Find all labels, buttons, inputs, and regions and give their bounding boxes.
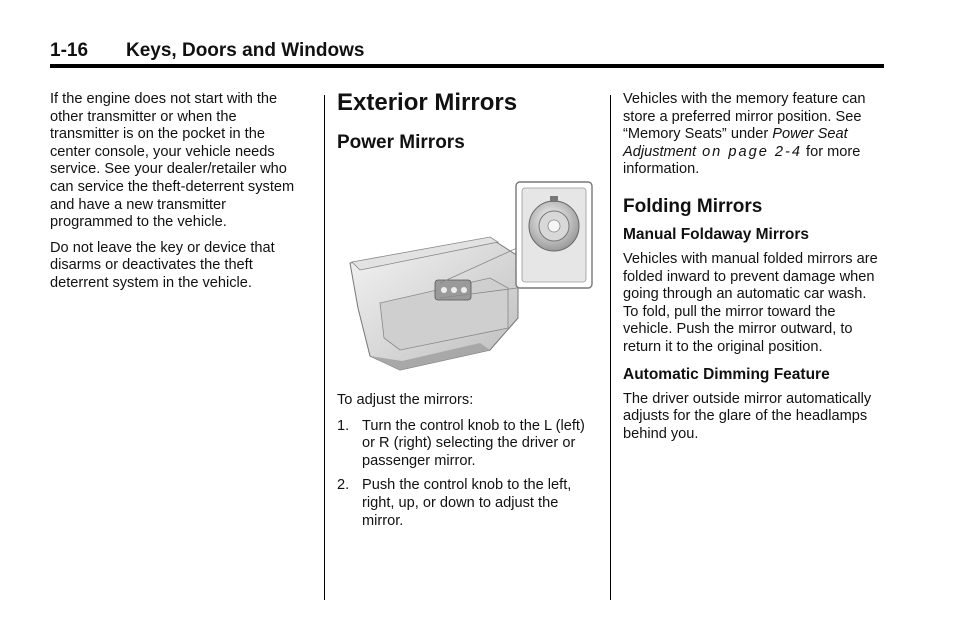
- step-text: Push the control knob to the left, right, up, or down to adjust the mirror.: [362, 477, 572, 529]
- key-warning-paragraph: Do not leave the key or device that disarms or deactivates the theft deterrent system in the vehicle.: [50, 239, 275, 291]
- column-right: [623, 91, 885, 451]
- auto-dimming-heading: Automatic Dimming Feature: [623, 365, 830, 383]
- cross-reference-page[interactable]: on page 2-4: [696, 143, 802, 160]
- auto-dimming-paragraph: The driver outside mirror automatically adjusts for the glare of the headlamps behind you.: [623, 390, 872, 442]
- manual-foldaway-heading: Manual Foldaway Mirrors: [623, 225, 810, 243]
- engine-transmitter-paragraph: If the engine does not start with the other transmitter or when the transmitter is on the pocket in the center console, your vehicle needs service. See your dealer/retailer who can service the theft-deterrent system and have a new transmitter programmed to the vehicle.: [50, 91, 295, 231]
- column-middle-lower: [337, 392, 599, 537]
- column-left: [50, 91, 306, 301]
- step-number: 1.: [337, 417, 350, 434]
- folding-mirrors-heading: Folding Mirrors: [623, 195, 763, 217]
- manual-foldaway-paragraph: Vehicles with manual folded mirrors are folded inward to prevent damage when going through an automatic car wash. To fold, pull the mirror toward the vehicle. Push the mirror outward, to return it to the original position.: [623, 250, 878, 355]
- adjust-intro: To adjust the mirrors:: [337, 392, 474, 408]
- step-text: Turn the control knob to the L (left) or R (right) selecting the driver or passenger mirror.: [362, 417, 585, 469]
- list-item: [337, 418, 599, 471]
- mirror-control-illustration: [340, 178, 596, 376]
- column-middle: [337, 89, 599, 155]
- power-mirrors-heading: Power Mirrors: [337, 132, 465, 153]
- memory-feature-paragraph: Vehicles with the memory feature can store a preferred mirror position. See “Memory Seats” under Power Seat Adjustment on page 2-4 for more information.: [623, 91, 866, 178]
- page-number: 1-16: [50, 40, 89, 61]
- page-header: [50, 38, 884, 68]
- column-divider-2: [610, 95, 611, 600]
- chapter-title: Keys, Doors and Windows: [126, 40, 365, 61]
- cross-reference-title[interactable]: Power Seat Adjustment: [623, 126, 848, 160]
- section-title: Exterior Mirrors: [337, 89, 518, 116]
- step-number: 2.: [337, 477, 350, 494]
- adjust-steps-list: [337, 418, 599, 531]
- column-divider-1: [324, 95, 325, 600]
- list-item: [337, 477, 599, 530]
